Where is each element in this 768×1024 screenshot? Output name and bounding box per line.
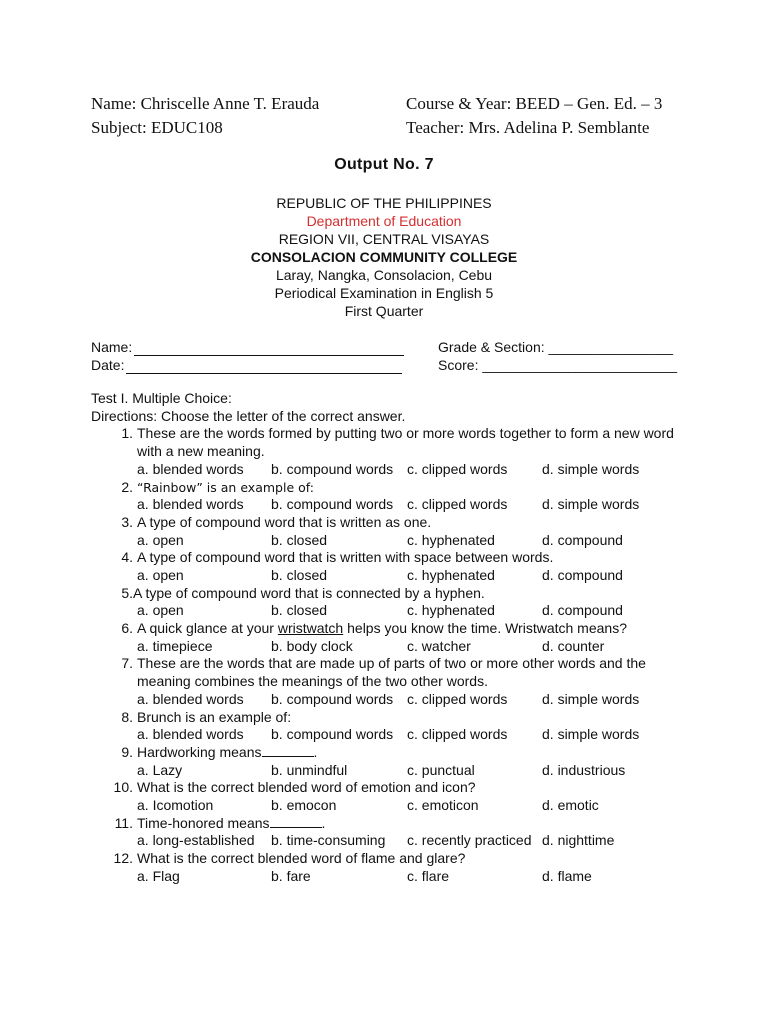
student-name: Name: Chriscelle Anne T. Erauda (91, 94, 320, 113)
choice-a[interactable]: a. Lazy (137, 761, 183, 778)
choice-d[interactable]: d. simple words (542, 690, 640, 707)
college-line: CONSOLACION COMMUNITY COLLEGE (250, 249, 518, 265)
region-line: REGION VII, CENTRAL VISAYAS (278, 231, 490, 247)
choice-d[interactable]: d. industrious (542, 761, 626, 778)
form-left (91, 338, 404, 374)
choices-1 (91, 461, 691, 479)
question-text-pre: A quick glance at your (137, 620, 278, 637)
choice-c[interactable]: c. recently practiced (407, 832, 532, 849)
answer-blank[interactable] (262, 744, 314, 757)
question-text: These are the words formed by putting two or more words together to form a new word (137, 425, 674, 442)
course-year: Course & Year: BEED – Gen. Ed. – 3 (406, 94, 663, 113)
choice-b[interactable]: b. closed (271, 602, 328, 619)
question-text: These are the words that are made up of parts of two or more other words and the (137, 655, 646, 672)
question-8 (91, 709, 691, 727)
question-text (137, 744, 691, 762)
question-10 (91, 779, 691, 797)
question-number: 11. (114, 814, 133, 831)
choice-c[interactable]: c. hyphenated (407, 602, 495, 619)
question-number: 3. (121, 513, 133, 530)
choice-d[interactable]: d. emotic (542, 797, 599, 814)
choice-d[interactable]: d. compound (542, 602, 623, 619)
question-number: 2. (121, 478, 133, 495)
choice-c[interactable]: c. punctual (407, 761, 475, 778)
question-12 (91, 850, 691, 868)
question-text (137, 815, 691, 833)
choice-a[interactable]: a. Icomotion (137, 797, 214, 814)
test-directions: Directions: Choose the letter of the correct answer. (91, 407, 406, 424)
choice-a[interactable]: a. Flag (137, 867, 180, 884)
choices-6 (91, 638, 691, 656)
question-text: “Rainbow” is an example of: (137, 479, 314, 495)
student-header-left (91, 92, 319, 140)
choice-a[interactable]: a. open (137, 531, 184, 548)
choice-a[interactable]: a. blended words (137, 690, 244, 707)
grade-label: Grade & Section: ________________ (438, 339, 674, 355)
choice-d[interactable]: d. simple words (542, 460, 640, 477)
choice-d[interactable]: d. simple words (542, 726, 640, 743)
choice-c[interactable]: c. hyphenated (407, 566, 495, 583)
name-field-row (91, 338, 404, 356)
choice-a[interactable]: a. blended words (137, 726, 244, 743)
choices-7 (91, 691, 691, 709)
choice-a[interactable]: a. timepiece (137, 637, 213, 654)
department-line: Department of Education (306, 213, 462, 229)
question-2 (91, 479, 691, 497)
choices-9 (91, 762, 691, 780)
teacher: Teacher: Mrs. Adelina P. Semblante (406, 118, 650, 137)
question-5 (91, 585, 691, 603)
choice-c[interactable]: c. clipped words (407, 726, 508, 743)
choice-d[interactable]: d. compound (542, 531, 623, 548)
choice-c[interactable]: c. clipped words (407, 690, 508, 707)
test-section (91, 390, 691, 886)
choices-5 (91, 602, 691, 620)
question-text: Brunch is an example of: (137, 708, 292, 725)
question-9 (91, 744, 691, 762)
choice-a[interactable]: a. blended words (137, 496, 244, 513)
address-line: Laray, Nangka, Consolacion, Cebu (275, 267, 493, 283)
question-number: 10. (113, 779, 133, 796)
question-number: 6. (121, 620, 133, 637)
question-3 (91, 514, 691, 532)
question-number: 7. (121, 655, 133, 672)
question-number: 5. (121, 584, 133, 601)
choices-4 (91, 567, 691, 585)
choice-d[interactable]: d. compound (542, 566, 623, 583)
question-text-pre: Hardworking means (137, 743, 262, 760)
choice-c[interactable]: c. clipped words (407, 460, 508, 477)
choices-3 (91, 532, 691, 550)
question-text-post: . (321, 814, 326, 831)
question-number: 1. (121, 425, 133, 442)
output-title: Output No. 7 (334, 156, 434, 173)
choice-c[interactable]: c. hyphenated (407, 531, 495, 548)
choice-b[interactable]: b. compound words (271, 690, 394, 707)
underlined-word: wristwatch (277, 620, 344, 637)
choice-d[interactable]: d. simple words (542, 496, 640, 513)
choices-12 (91, 868, 691, 886)
question-11 (91, 815, 691, 833)
question-4 (91, 549, 691, 567)
choice-d[interactable]: d. flame (542, 867, 592, 884)
answer-blank[interactable] (270, 815, 322, 828)
choices-11 (91, 832, 691, 850)
date-blank[interactable] (126, 359, 402, 374)
student-header-right (406, 92, 662, 140)
choice-b[interactable]: b. compound words (271, 726, 394, 743)
exam-line: Periodical Examination in English 5 (274, 285, 494, 301)
choice-c[interactable]: c. clipped words (407, 496, 508, 513)
choice-b[interactable]: b. time-consuming (271, 832, 386, 849)
question-text: A type of compound word that is written as one. (137, 513, 432, 530)
choice-d[interactable]: d. nighttime (542, 832, 615, 849)
question-text-cont: meaning combines the meanings of the two other words. (137, 673, 488, 690)
choice-a[interactable]: a. long-established (137, 832, 255, 849)
choice-c[interactable]: c. emoticon (407, 797, 479, 814)
choice-b[interactable]: b. closed (271, 531, 328, 548)
question-text-pre: Time-honored means (137, 814, 270, 831)
choice-b[interactable]: b. closed (271, 566, 328, 583)
question-text: What is the correct blended word of emotion and icon? (137, 779, 476, 796)
choice-b[interactable]: b. body clock (271, 637, 353, 654)
school-header (0, 194, 768, 320)
score-field-row (438, 356, 677, 374)
choice-b[interactable]: b. fare (271, 867, 311, 884)
choices-10 (91, 797, 691, 815)
question-1 (91, 425, 691, 460)
question-6 (91, 620, 691, 638)
choice-a[interactable]: a. blended words (137, 460, 244, 477)
question-text: A type of compound word that is written with space between words. (137, 549, 554, 566)
choice-c[interactable]: c. watcher (407, 637, 471, 654)
subject: Subject: EDUC108 (91, 118, 223, 137)
name-blank[interactable] (134, 341, 404, 356)
question-text: A type of compound word that is connected by a hyphen. (133, 584, 485, 601)
question-text-cont: with a new meaning. (137, 443, 265, 460)
choice-b[interactable]: b. unmindful (271, 761, 348, 778)
choice-c[interactable]: c. flare (407, 867, 450, 884)
question-text-post: . (313, 743, 318, 760)
quarter-line: First Quarter (344, 303, 424, 319)
question-text-post: helps you know the time. Wristwatch means? (343, 620, 627, 637)
choice-d[interactable]: d. counter (542, 637, 605, 654)
form-right (438, 338, 677, 374)
score-label: Score: _________________________ (438, 357, 678, 373)
question-text: What is the correct blended word of flame and glare? (137, 850, 466, 867)
question-number: 4. (121, 549, 133, 566)
choices-8 (91, 726, 691, 744)
choices-2 (91, 496, 691, 514)
choice-b[interactable]: b. compound words (271, 496, 394, 513)
name-label: Name: (91, 339, 133, 355)
question-number: 8. (121, 708, 133, 725)
republic-line: REPUBLIC OF THE PHILIPPINES (276, 195, 492, 211)
question-7 (91, 655, 691, 690)
date-field-row (91, 356, 404, 374)
question-text (137, 620, 691, 638)
question-number: 9. (121, 743, 133, 760)
choice-a[interactable]: a. open (137, 602, 184, 619)
date-label: Date: (91, 357, 125, 373)
grade-field-row (438, 338, 677, 356)
choice-a[interactable]: a. open (137, 566, 184, 583)
choice-b[interactable]: b. emocon (271, 797, 337, 814)
question-number: 12. (113, 850, 133, 867)
test-title: Test I. Multiple Choice: (91, 390, 232, 406)
choice-b[interactable]: b. compound words (271, 460, 394, 477)
